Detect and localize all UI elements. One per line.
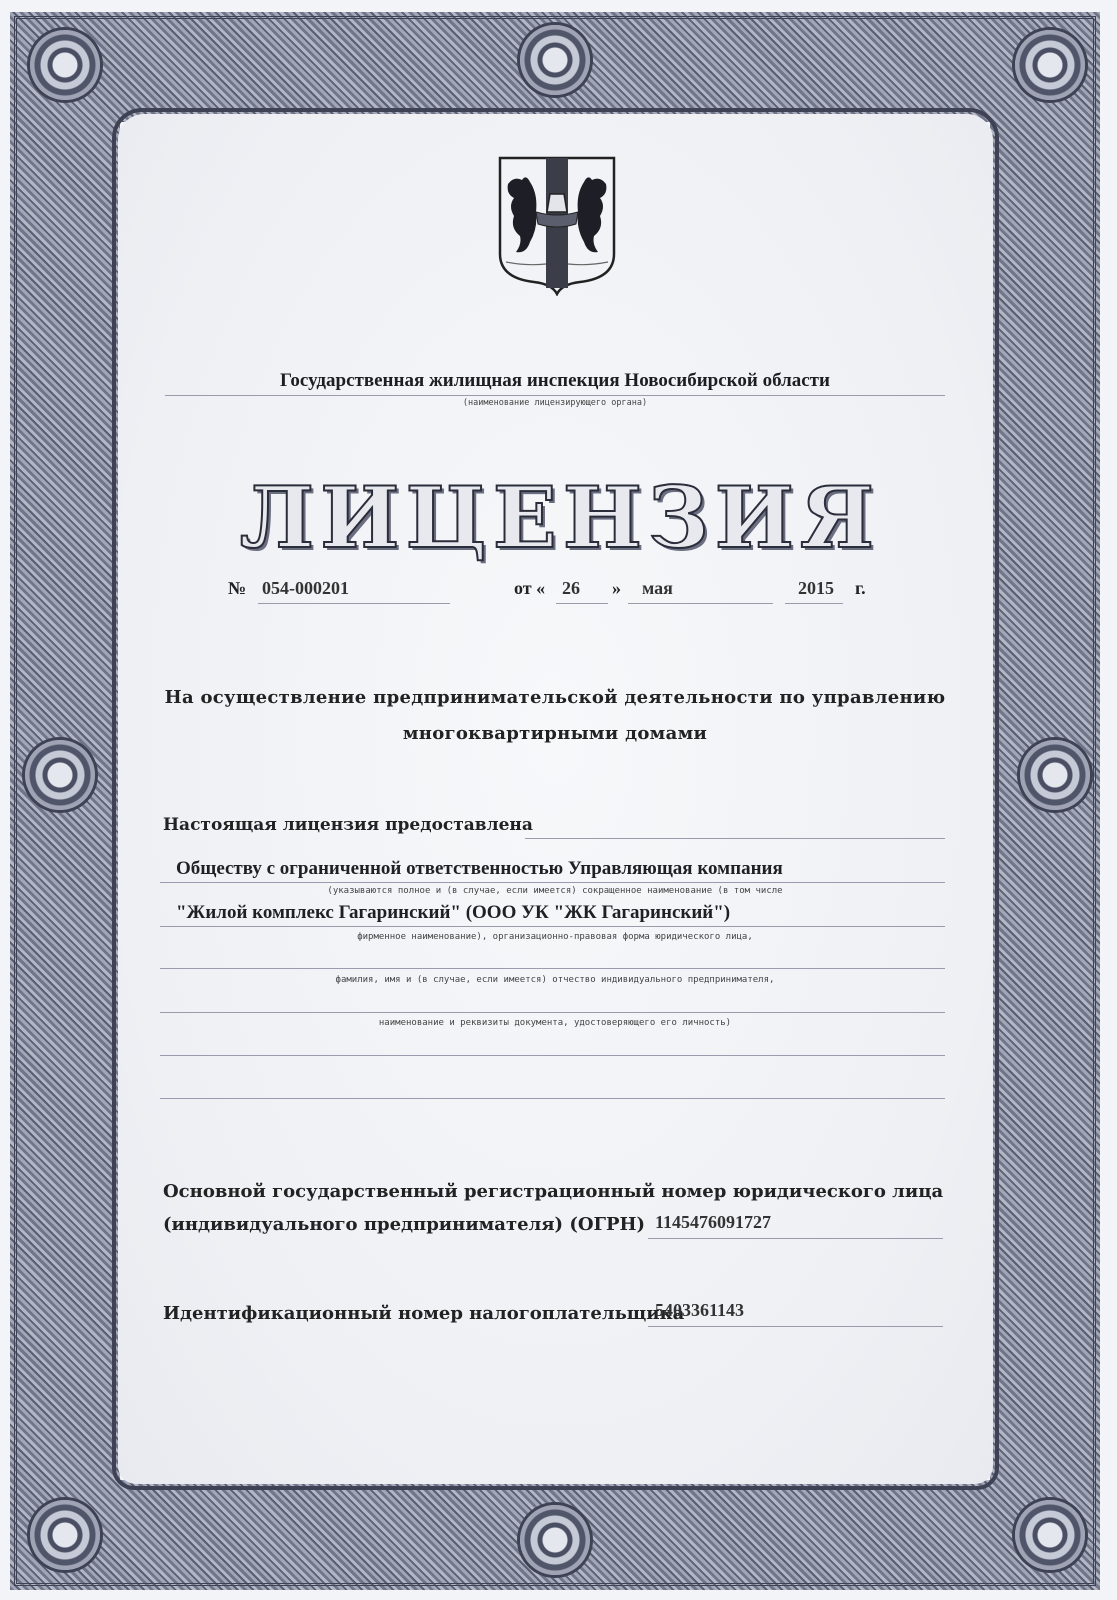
licensing-authority-name: Государственная жилищная инспекция Новосибирской области	[165, 370, 945, 396]
year-suffix: г.	[855, 578, 866, 598]
underline	[160, 926, 945, 927]
top-center-ornament	[520, 25, 590, 95]
grantee-caption: (указываются полное и (в случае, если имеется) сокращенное наименование (в том числе	[327, 886, 783, 896]
underline	[556, 603, 608, 604]
underline	[648, 1238, 943, 1239]
ogrn-label: Основной государственный регистрационный номер юридического лица	[163, 1181, 944, 1202]
underline	[785, 603, 843, 604]
date-day-close: »	[612, 578, 621, 598]
granted-to-label: Настоящая лицензия предоставлена	[163, 815, 533, 835]
license-year: 2015	[798, 578, 834, 598]
grantee-caption: фирменное наименование), организационно-правовая форма юридического лица,	[357, 932, 753, 942]
grantee-name-line: Обществу с ограниченной ответственностью Управляющая компания	[176, 858, 783, 879]
bottom-center-ornament	[520, 1505, 590, 1575]
underline	[648, 1326, 943, 1327]
grantee-caption: фамилия, имя и (в случае, если имеется) отчество индивидуального предпринимателя,	[335, 975, 775, 985]
licensed-activity	[160, 680, 950, 752]
activity-line: На осуществление предпринимательской деятельности по управлению	[164, 687, 946, 708]
corner-rosette	[30, 1500, 100, 1570]
coat-of-arms-icon	[496, 154, 618, 296]
grantee-caption: наименование и реквизиты документа, удостоверяющего его личность)	[378, 1018, 732, 1028]
underline	[160, 968, 945, 969]
corner-rosette	[30, 30, 100, 100]
inn-label: Идентификационный номер налогоплательщика	[163, 1303, 685, 1324]
underline	[160, 1055, 945, 1056]
document-title: ЛИЦЕНЗИЯ	[239, 468, 881, 567]
licensing-authority-caption: (наименование лицензирующего органа)	[462, 398, 648, 408]
ogrn-label: (индивидуального предпринимателя) (ОГРН)	[163, 1214, 646, 1235]
right-side-ornament	[1020, 740, 1090, 810]
underline	[160, 1098, 945, 1099]
ogrn-value: 1145476091727	[655, 1212, 772, 1232]
license-number: 054-000201	[262, 578, 349, 598]
left-side-ornament	[25, 740, 95, 810]
license-month: мая	[642, 578, 673, 598]
date-from-label: от «	[514, 578, 546, 598]
underline	[160, 882, 945, 883]
inn-value: 5403361143	[655, 1300, 745, 1320]
corner-rosette	[1015, 1500, 1085, 1570]
license-day: 26	[562, 578, 580, 598]
underline	[258, 603, 450, 604]
underline	[160, 1012, 945, 1013]
activity-line: многоквартирными домами	[402, 723, 708, 744]
corner-rosette	[1015, 30, 1085, 100]
number-sign: №	[228, 578, 247, 598]
inner-frame-line	[112, 108, 999, 1490]
grantee-name-line: "Жилой комплекс Гагаринский" (ООО УК "ЖК Гагаринский")	[176, 902, 731, 923]
underline	[628, 603, 773, 604]
underline	[525, 838, 945, 839]
